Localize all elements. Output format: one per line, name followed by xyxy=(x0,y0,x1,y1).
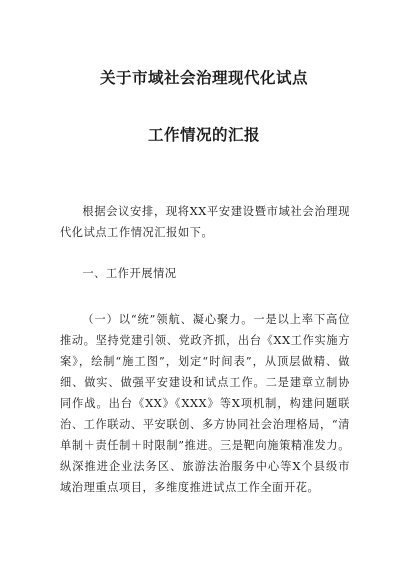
document-title-line-2: 工作情况的汇报 xyxy=(147,126,260,144)
intro-paragraph: 根据会议安排，现将XX平安建设暨市域社会治理现代化试点工作情况汇报如下。 xyxy=(60,205,350,239)
section-heading: 一、工作开展情况 xyxy=(82,267,177,280)
document-title-line-1: 关于市域社会治理现代化试点 xyxy=(99,69,308,87)
body-paragraph: （一）以“统”领航、凝心聚力。一是以上率下高位推动。坚持党建引领、党政齐抓，出台《XX工作实施方案》，绘制“施工图”，划定“时间表”，从顶层做精、做细、做实、做强平安建设和试点工作。二是建章立制协同作战。出台《XX》《XXX》等X项机制，构建问题联治、工作联动、平安联创、多方协同社会治理格局，“清单制＋责任制＋时限制”推进。三是靶向施策精准发力。纵深推进企业法务区、旅游法治服务中心等X个县级市域治理重点项目，多维度推进试点工作全面开花。 xyxy=(60,313,350,494)
